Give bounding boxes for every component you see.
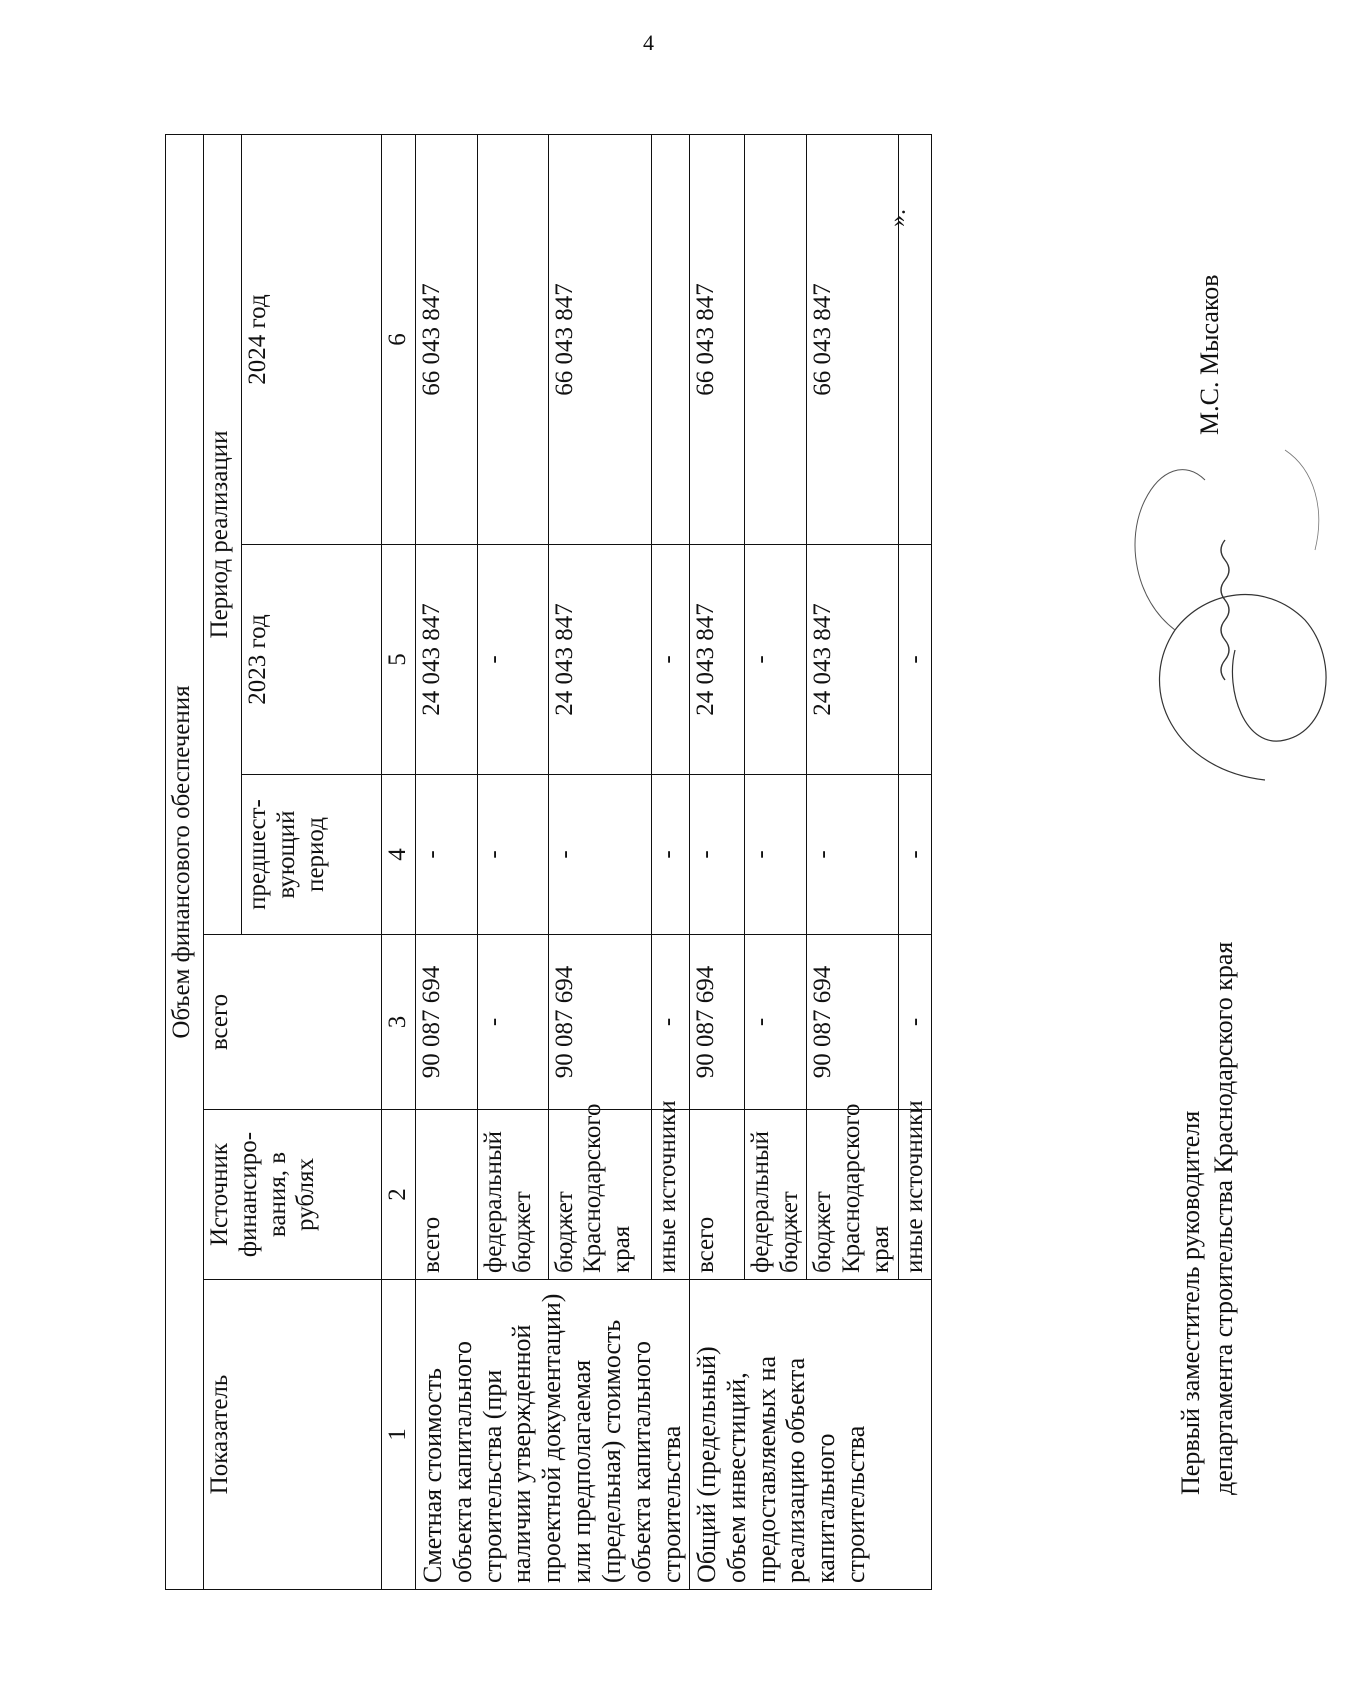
prev-period-cell: -: [898, 775, 932, 935]
header-total: всего: [204, 935, 382, 1110]
year-2023-cell: -: [477, 545, 548, 775]
year-2024-cell: 66 043 847: [548, 135, 651, 545]
year-2023-cell: 24 043 847: [548, 545, 651, 775]
signatory-position: [1175, 942, 1240, 1495]
prev-period-cell: -: [477, 775, 548, 935]
year-2023-cell: -: [744, 545, 807, 775]
total-cell: -: [744, 935, 807, 1110]
indicator-cell: Общий (предельный) объем инвестиций, предоставляемых на реализацию объекта капитального строительства: [689, 1280, 932, 1590]
signatory-position-line: Первый заместитель руководителя: [1176, 1110, 1205, 1495]
source-cell: бюджет Краснодарского края: [807, 1110, 898, 1280]
column-number-row: [382, 135, 416, 1590]
financing-table: [165, 134, 932, 1590]
source-cell: всего: [689, 1110, 744, 1280]
header-indicator: Показатель: [204, 1280, 382, 1590]
prev-period-cell: -: [651, 775, 689, 935]
total-cell: 90 087 694: [415, 935, 477, 1110]
year-2024-cell: 66 043 847: [807, 135, 898, 545]
table-caption: Объем финансового обеспечения: [166, 135, 204, 1590]
header-year-2024: 2024 год: [242, 135, 382, 545]
closing-quote-mark: ».: [885, 209, 911, 227]
year-2023-cell: -: [651, 545, 689, 775]
column-number: 2: [382, 1110, 416, 1280]
source-cell: иные источники: [898, 1110, 932, 1280]
source-cell: федеральный бюджет: [477, 1110, 548, 1280]
column-number: 4: [382, 775, 416, 935]
prev-period-cell: -: [548, 775, 651, 935]
header-period-group: Период реализации: [204, 135, 242, 935]
prev-period-cell: -: [744, 775, 807, 935]
source-cell: бюджет Краснодарского края: [548, 1110, 651, 1280]
signatory-name: М.С. Мысаков: [1195, 274, 1224, 435]
column-number: 5: [382, 545, 416, 775]
total-cell: -: [898, 935, 932, 1110]
handwritten-signature: [1115, 440, 1355, 800]
year-2024-cell: [898, 135, 932, 545]
year-2023-cell: -: [898, 545, 932, 775]
prev-period-cell: -: [807, 775, 898, 935]
header-prev-period: предшест-вующий период: [242, 775, 382, 935]
year-2023-cell: 24 043 847: [415, 545, 477, 775]
signatory-position-line: департамента строительства Краснодарского края: [1208, 941, 1238, 1495]
indicator-cell: Сметная стоимость объекта капитального строительства (при наличии утвержденной проектной документации) или предполагаемая (предельная) стоимость объекта капитального строительства: [415, 1280, 689, 1590]
year-2024-cell: [744, 135, 807, 545]
year-2023-cell: 24 043 847: [689, 545, 744, 775]
total-cell: 90 087 694: [548, 935, 651, 1110]
year-2024-cell: [651, 135, 689, 545]
prev-period-cell: -: [415, 775, 477, 935]
year-2023-cell: 24 043 847: [807, 545, 898, 775]
total-cell: 90 087 694: [689, 935, 744, 1110]
page-number: 4: [643, 30, 654, 55]
rotated-page-content: [165, 135, 1238, 1590]
header-year-2023: 2023 год: [242, 545, 382, 775]
year-2024-cell: 66 043 847: [689, 135, 744, 545]
column-number: 3: [382, 935, 416, 1110]
source-cell: иные источники: [651, 1110, 689, 1280]
header-source: Источник финансиро-вания, в рублях: [204, 1110, 382, 1280]
column-number: 1: [382, 1280, 416, 1590]
table-row: [689, 135, 744, 1590]
year-2024-cell: 66 043 847: [415, 135, 477, 545]
total-cell: -: [651, 935, 689, 1110]
prev-period-cell: -: [689, 775, 744, 935]
source-cell: федеральный бюджет: [744, 1110, 807, 1280]
year-2024-cell: [477, 135, 548, 545]
total-cell: 90 087 694: [807, 935, 898, 1110]
column-number: 6: [382, 135, 416, 545]
table-row: [415, 135, 477, 1590]
source-cell: всего: [415, 1110, 477, 1280]
total-cell: -: [477, 935, 548, 1110]
